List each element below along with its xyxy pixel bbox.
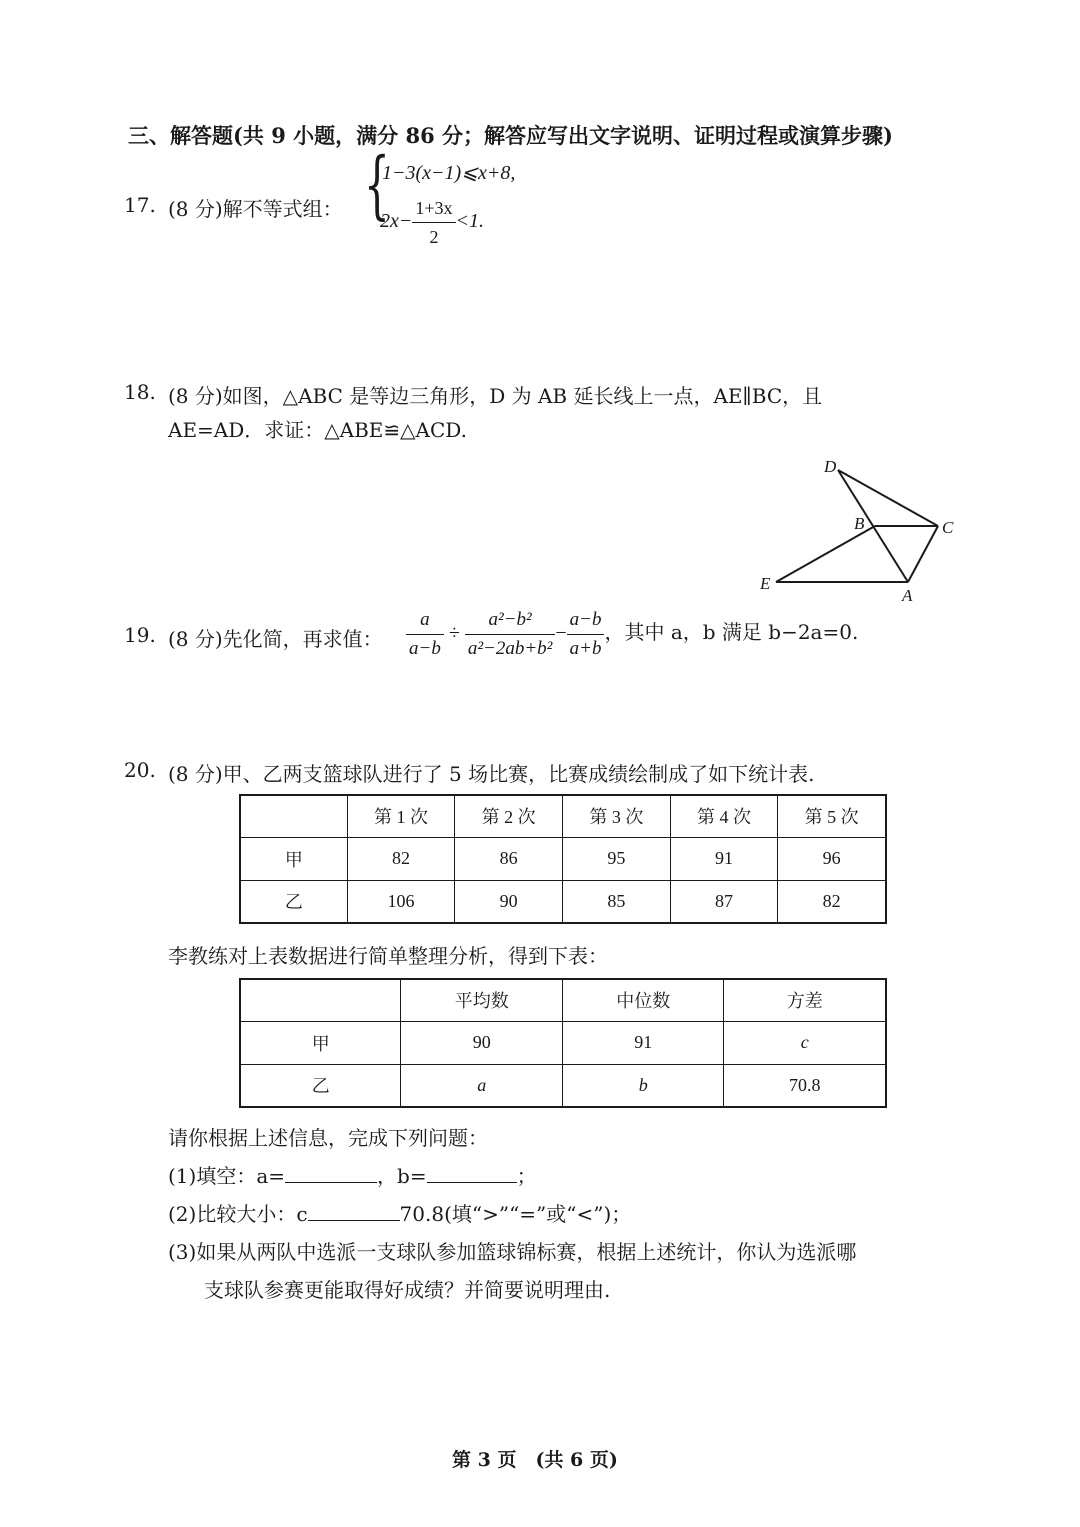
segment-eb (776, 526, 875, 582)
q17-inequality-1: 1−3(x−1)⩽x+8, (382, 162, 516, 184)
q19-label: (8 分)先化简，再求值： (168, 627, 383, 651)
point-label-b: B (854, 514, 865, 533)
table-row (240, 1064, 886, 1107)
q17-label: (8 分)解不等式组： (168, 197, 343, 221)
q18-number: 18. (124, 380, 156, 404)
table-cell: 乙 (240, 1064, 401, 1107)
table-header-cell: 中位数 (562, 979, 723, 1021)
answer-blank-a[interactable] (285, 1162, 377, 1183)
q20-sub1: (1)填空：a= ，b= ； (168, 1164, 537, 1188)
table-header-row (240, 795, 886, 837)
table-cell: 90 (401, 1021, 562, 1064)
q18-line1: (8 分)如图，△ABC 是等边三角形，D 为 AB 延长线上一点，AE∥BC，且 (168, 384, 823, 408)
table-header-cell: 第 5 次 (778, 795, 886, 837)
table-row (240, 837, 886, 880)
table-cell: 96 (778, 837, 886, 880)
point-label-a: A (902, 586, 913, 605)
table-cell: 86 (455, 837, 563, 880)
q20-prompt: 请你根据上述信息，完成下列问题： (168, 1126, 488, 1150)
table-header-row (240, 979, 886, 1021)
table-header-cell: 第 3 次 (563, 795, 671, 837)
q20-sub3-line2: 支球队参赛更能取得好成绩？并简要说明理由. (204, 1278, 611, 1302)
table-row (240, 880, 886, 923)
section-title: 三、解答题(共 9 小题，满分 86 分；解答应写出文字说明、证明过程或演算步骤) (128, 123, 893, 148)
table-row (240, 1021, 886, 1064)
table-cell: 106 (347, 880, 455, 923)
point-label-c: C (942, 518, 954, 537)
table-header-cell (240, 979, 401, 1021)
table-cell: 91 (562, 1021, 723, 1064)
point-label-d: D (824, 457, 837, 476)
q17-brace: { (364, 142, 390, 228)
q18-line2: AE=AD．求证：△ABE≌△ACD. (168, 418, 467, 442)
table-cell: c (724, 1021, 886, 1064)
table-header-cell: 方差 (724, 979, 886, 1021)
table-cell: 85 (563, 880, 671, 923)
table-cell: 82 (778, 880, 886, 923)
segment-dc (838, 470, 938, 526)
table-cell: b (562, 1064, 723, 1107)
table-cell: 90 (455, 880, 563, 923)
table-header-cell: 平均数 (401, 979, 562, 1021)
segment-ca (908, 526, 938, 582)
table-cell: 甲 (240, 1021, 401, 1064)
q20-number: 20. (124, 758, 156, 782)
analysis-table (239, 978, 887, 1108)
q17-inequality-2: 2x− $\frac{1+3x}{2}$ <1. (380, 198, 485, 247)
q20-intro: (8 分)甲、乙两支篮球队进行了 5 场比赛，比赛成绩绘制成了如下统计表. (168, 762, 815, 786)
table-cell: 乙 (240, 880, 347, 923)
table-cell: 87 (670, 880, 778, 923)
table-header-cell: 第 1 次 (347, 795, 455, 837)
table-header-cell: 第 2 次 (455, 795, 563, 837)
q19-number: 19. (124, 623, 156, 647)
table-header-cell: 第 4 次 (670, 795, 778, 837)
table-cell: 95 (563, 837, 671, 880)
table-cell: 82 (347, 837, 455, 880)
table-cell: 70.8 (724, 1064, 886, 1107)
q18-geometry-figure (750, 452, 970, 612)
table-cell: 甲 (240, 837, 347, 880)
answer-blank-b[interactable] (427, 1162, 517, 1183)
table-header-cell (240, 795, 347, 837)
q20-sub3-line1: (3)如果从两队中选派一支球队参加篮球锦标赛，根据上述统计，你认为选派哪 (168, 1240, 857, 1264)
answer-blank-c[interactable] (308, 1200, 400, 1221)
q19-expression: $\frac{a}{a-b}$ ÷ $\frac{\text{a²−b²}}{\text{a²−2ab+b²}}$ − $\frac{a-b}{a+b}$ ，其中 a，b 满足 b−2a=0. (406, 608, 858, 661)
q17-number: 17. (124, 193, 156, 217)
analysis-intro: 李教练对上表数据进行简单整理分析，得到下表： (168, 944, 608, 968)
q20-sub2: (2)比较大小：c 70.8(填“>”“=”或“<”)； (168, 1202, 632, 1226)
table-cell: 91 (670, 837, 778, 880)
scores-table (239, 794, 887, 924)
table-cell: a (401, 1064, 562, 1107)
page-footer: 第 3 页 (共 6 页) (452, 1449, 618, 1471)
point-label-e: E (760, 574, 771, 593)
